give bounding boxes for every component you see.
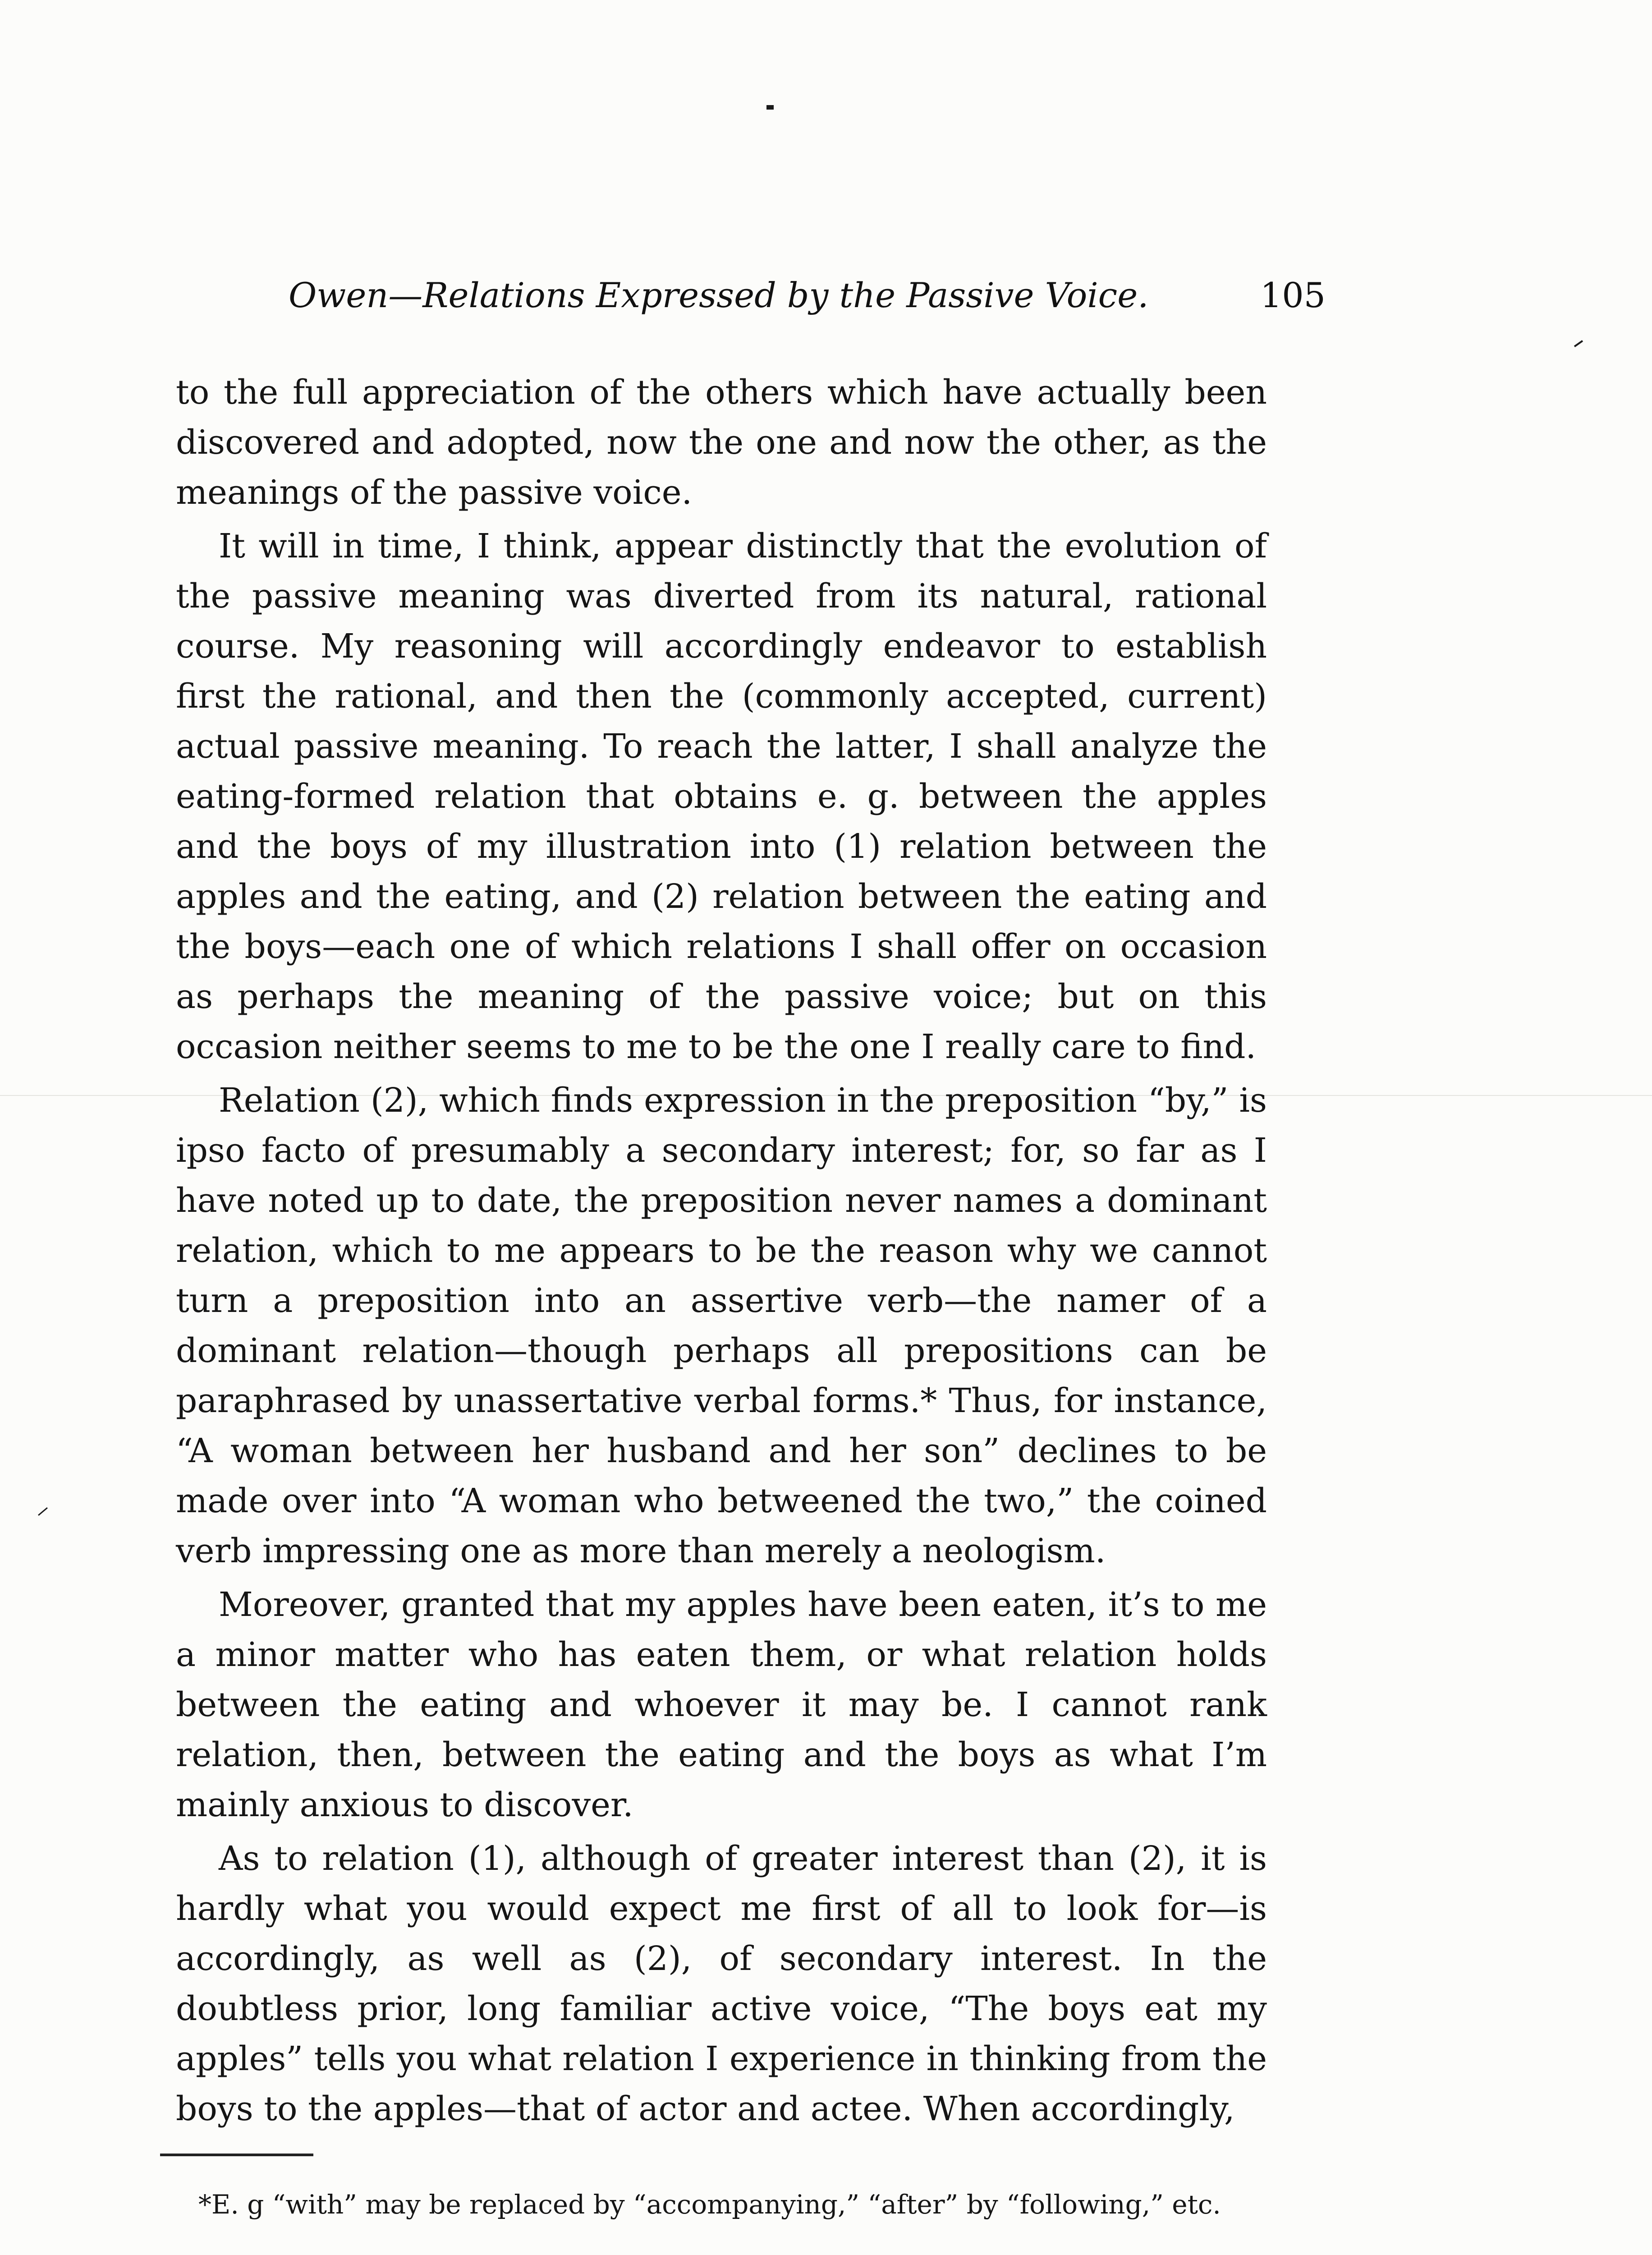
page-header	[289, 271, 1326, 320]
page-number: 105	[1260, 275, 1326, 315]
footnote-rule	[160, 2154, 313, 2156]
body-text	[176, 368, 1267, 2138]
paragraph-4: Moreover, granted that my apples have been eaten, it’s to me a minor matter who has eaten them, or what relation holds between the eating and whoever it may be. I cannot rank relation, then, between the eating and the boys as what I’m mainly anxious to discover.	[176, 1585, 1267, 1824]
paragraph-1: to the full appreciation of the others which have actually been discovered and adopted, now the one and now the other, as the meanings of the passive voice.	[176, 373, 1267, 512]
paragraph-3: Relation (2), which finds expression in the preposition “by,” is ipso facto of presumably a secondary interest; for, so far as I have noted up to date, the preposition never names a dominant relation, which to me appears to be the reason why we cannot turn a preposition into an assertive verb—the namer of a dominant relation—though perhaps all prepositions can be paraphrased by unassertative verbal forms.* Thus, for instance, “A woman between her husband and her son” declines to be made over into “A woman who betweened the two,” the coined verb impressing one as more than merely a neologism.	[176, 1081, 1267, 1570]
top-printer-mark	[766, 105, 774, 110]
paragraph-2: It will in time, I think, appear distinctly that the evolution of the passive meaning was diverted from its natural, rational course. My reasoning will accordingly endeavor to establish first the rational, and then the (commonly accepted, current) actual passive meaning. To reach the latter, I shall analyze the eating-formed relation that obtains e. g. between the apples and the boys of my illustration into (1) relation between the apples and the eating, and (2) relation between the eating and the boys—each one of which relations I shall offer on occasion as perhaps the meaning of the passive voice; but on this occasion neither seems to me to be the one I really care to find.	[176, 527, 1267, 1066]
footnote: *E. g “with” may be replaced by “accompanying,” “after” by “following,” etc.	[198, 2189, 1221, 2220]
running-title: Owen—Relations Expressed by the Passive Voice.	[289, 275, 1149, 315]
paragraph-5: As to relation (1), although of greater interest than (2), it is hardly what you would expect me first of all to look for—is accordingly, as well as (2), of secondary interest. In the doubtless prior, long familiar active voice, “The boys eat my apples” tells you what relation I experience in thinking from the boys to the apples—that of actor and actee. When accordingly,	[176, 1839, 1267, 2128]
margin-tick-right	[1574, 340, 1583, 347]
margin-tick-left	[38, 1507, 48, 1516]
